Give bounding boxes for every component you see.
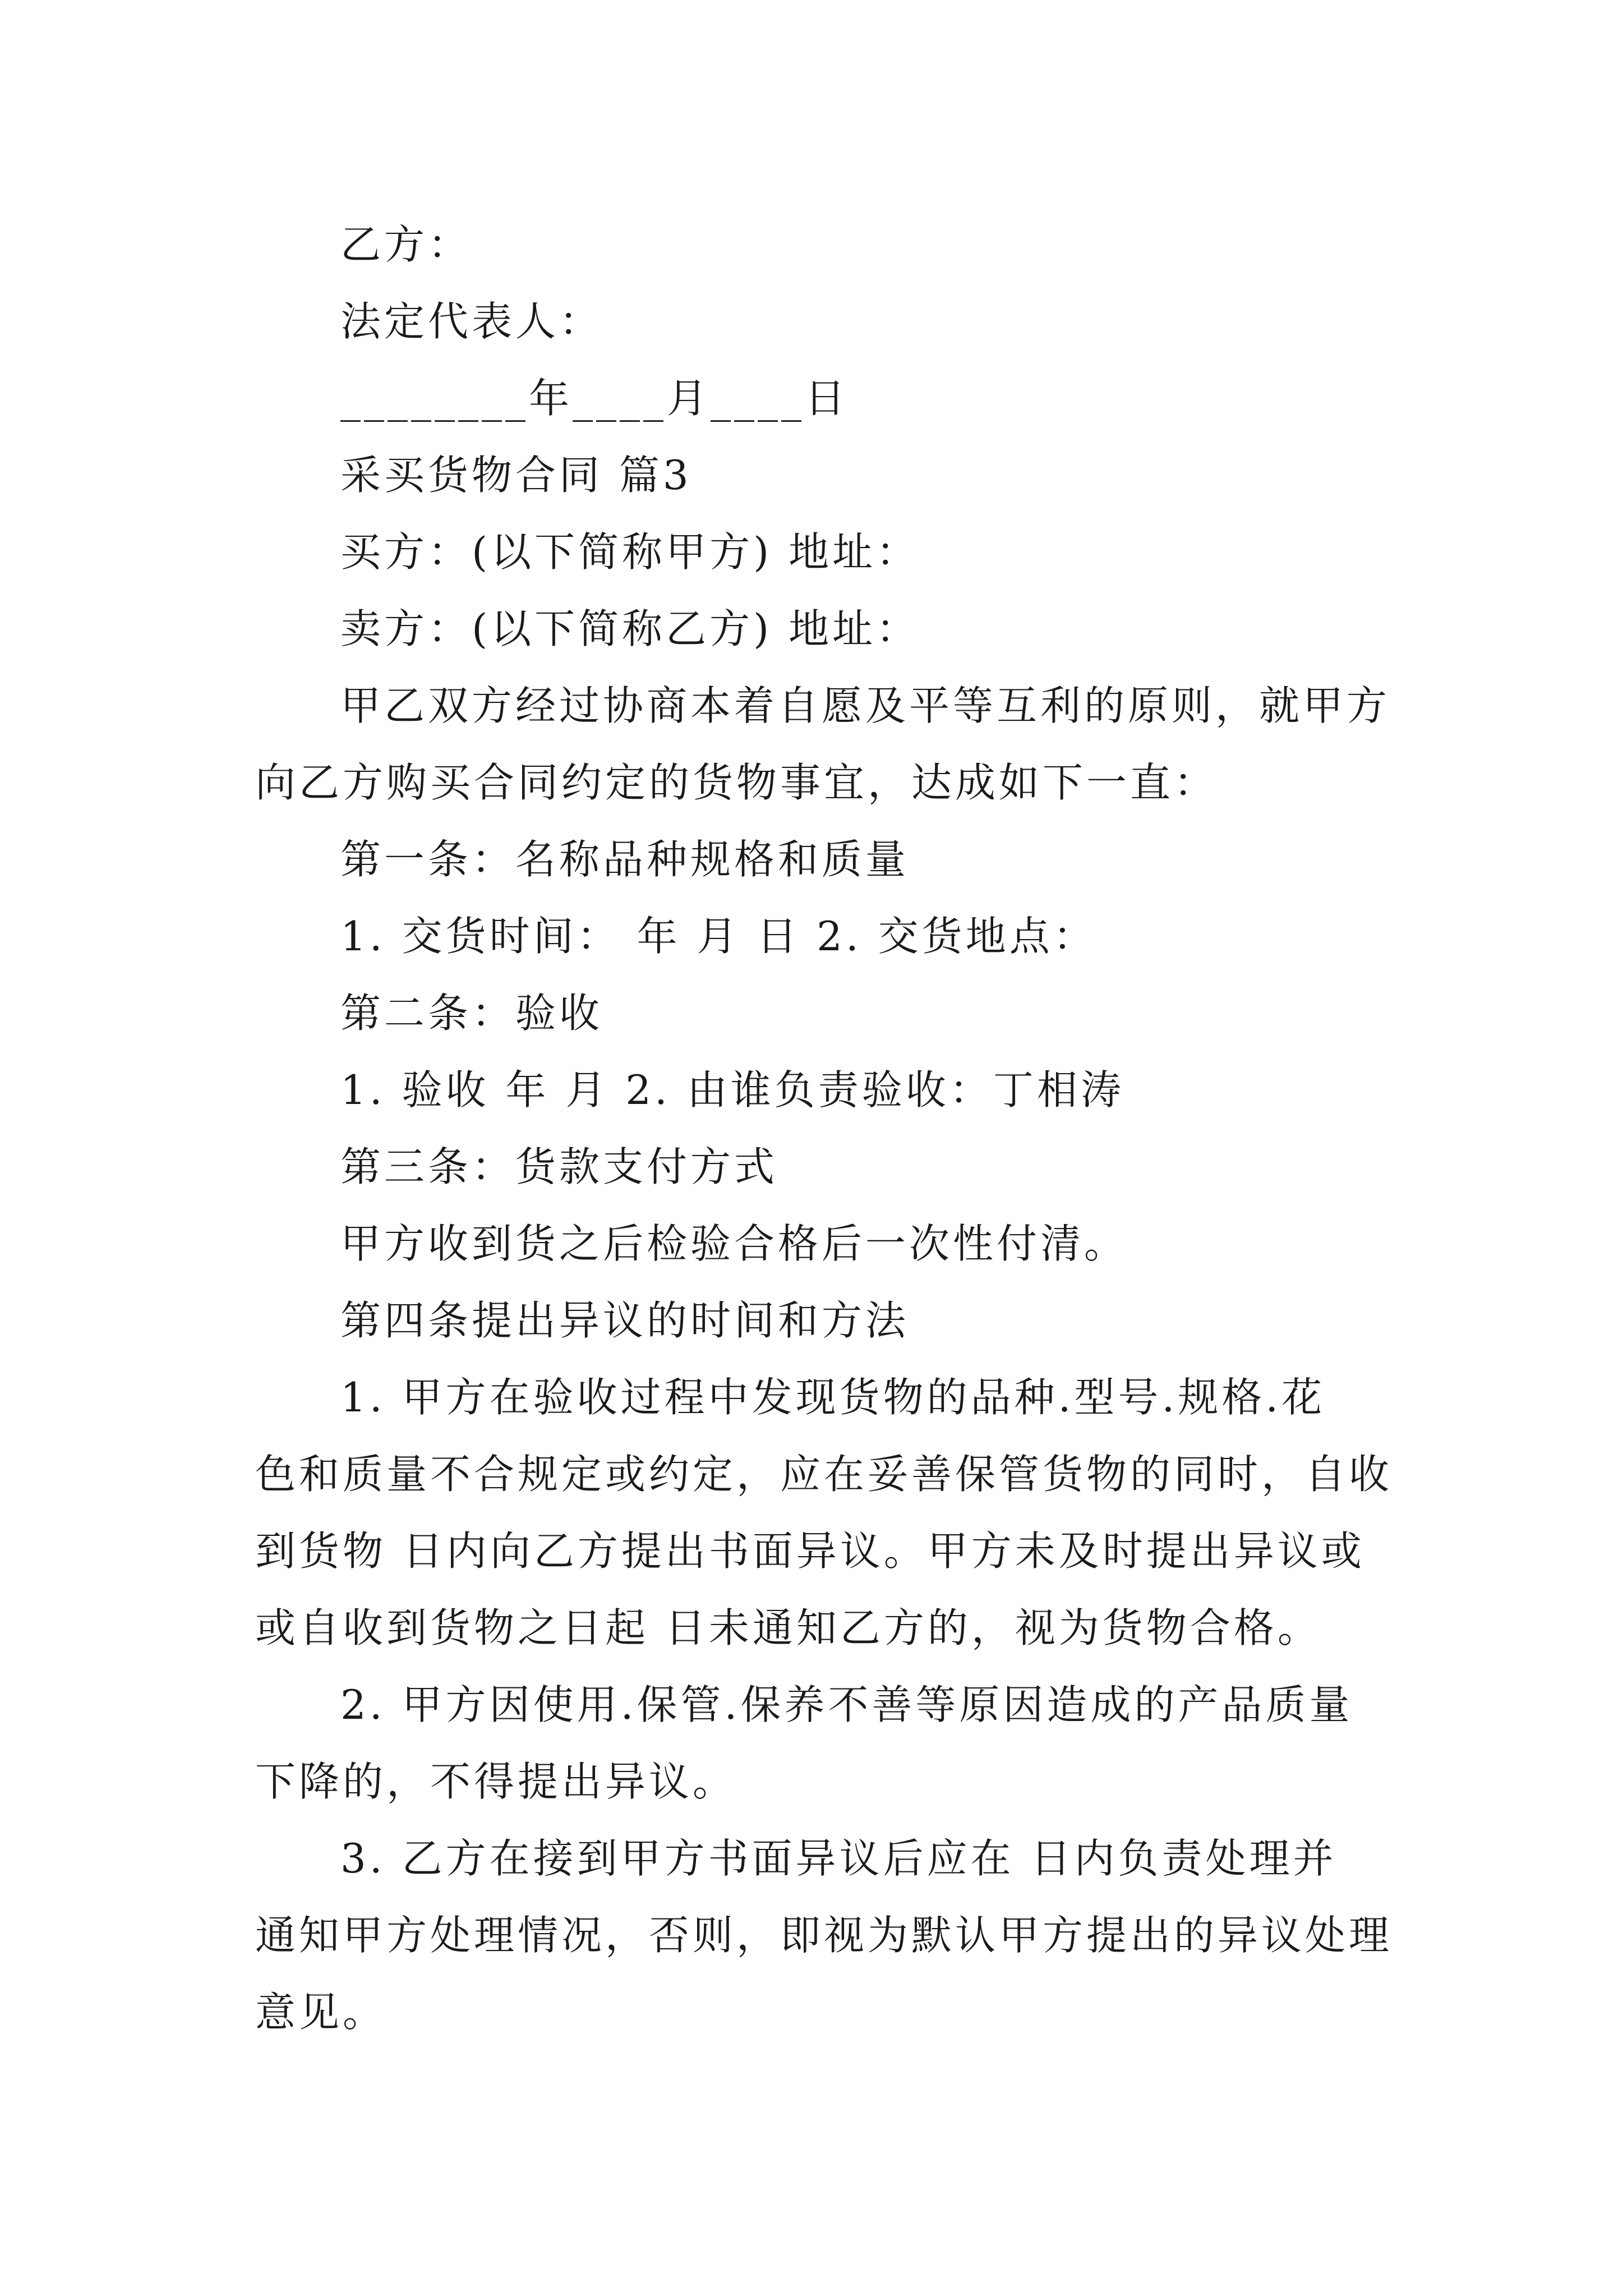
- article-4-clause-1: [255, 1359, 1393, 1667]
- paragraph-line: 2. 甲方因使用.保管.保养不善等原因造成的产品质量: [340, 1681, 1353, 1728]
- article-4-clause-2: [255, 1667, 1388, 1820]
- article-3-heading: 第三条：货款支付方式: [340, 1143, 778, 1190]
- paragraph-line: 或自收到货物之日起 日未通知乙方的，视为货物合格。: [255, 1604, 1321, 1651]
- buyer-line: 买方：(以下简称甲方) 地址：: [340, 528, 920, 576]
- article-1-heading: 第一条：名称品种规格和质量: [340, 836, 910, 883]
- paragraph-line: 下降的，不得提出异议。: [255, 1758, 737, 1805]
- paragraph-line: 色和质量不合规定或约定，应在妥善保管货物的同时，自收: [255, 1451, 1393, 1498]
- paragraph-line: 甲乙双方经过协商本着自愿及平等互利的原则，就甲方: [340, 682, 1391, 729]
- contract-title: 采买货物合同 篇3: [340, 452, 692, 499]
- article-3-text: 甲方收到货之后检验合格后一次性付清。: [340, 1220, 1128, 1267]
- paragraph-line: 向乙方购买合同约定的货物事宜，达成如下一直：: [255, 759, 1218, 806]
- paragraph-line: 3. 乙方在接到甲方书面异议后应在 日内负责处理并: [340, 1835, 1337, 1882]
- seller-line: 卖方：(以下简称乙方) 地址：: [340, 605, 920, 652]
- intro-paragraph: [255, 668, 1391, 821]
- article-4-heading: 第四条提出异议的时间和方法: [340, 1297, 910, 1344]
- article-2-heading: 第二条：验收: [340, 990, 603, 1037]
- paragraph-line: 1. 甲方在验收过程中发现货物的品种.型号.规格.花: [340, 1374, 1326, 1421]
- article-2-item: 1. 验收 年 月 2. 由谁负责验收：丁相涛: [340, 1066, 1124, 1114]
- article-4-clause-3: [255, 1820, 1393, 2051]
- paragraph-line: 通知甲方处理情况，否则，即视为默认甲方提出的异议处理: [255, 1912, 1393, 1959]
- article-1-item: 1. 交货时间： 年 月 日 2. 交货地点：: [340, 913, 1097, 960]
- document-body: [255, 206, 1393, 2051]
- legal-representative-line: 法定代表人：: [340, 298, 603, 345]
- paragraph-line: 到货物 日内向乙方提出书面异议。甲方未及时提出异议或: [255, 1527, 1365, 1575]
- party-b-line: 乙方：: [340, 221, 472, 268]
- date-blank-line: ________年____月____日: [340, 375, 849, 422]
- paragraph-line: 意见。: [255, 1989, 387, 2036]
